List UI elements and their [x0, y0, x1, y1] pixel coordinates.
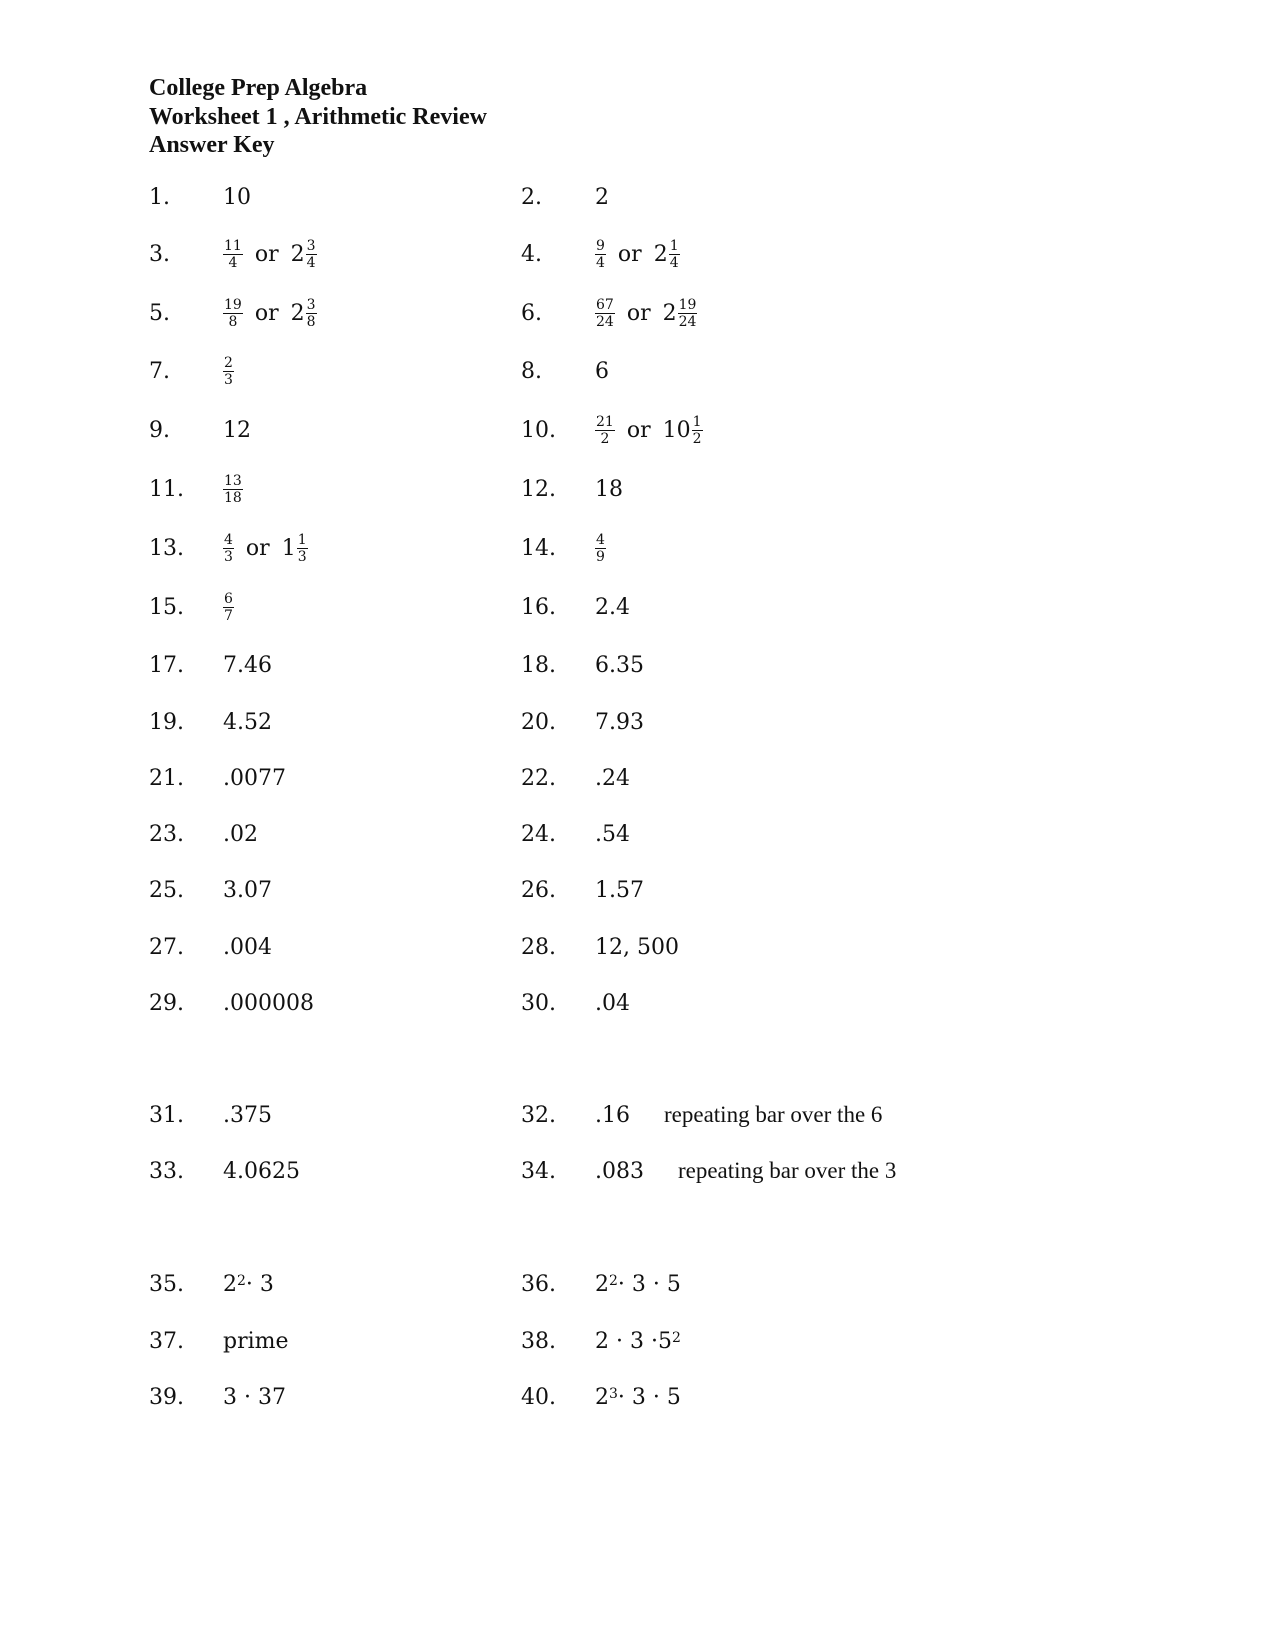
- numerator: 13: [224, 472, 242, 489]
- answer-row: [0, 528, 1275, 568]
- problem-number: 8.: [521, 358, 542, 384]
- answer: [595, 1321, 681, 1361]
- fraction: [595, 415, 615, 446]
- power: [223, 1272, 246, 1297]
- or-text: or: [626, 300, 651, 326]
- answer-note: repeating bar over the 6: [664, 1102, 883, 1127]
- problem-number: 18.: [521, 652, 556, 678]
- numerator: 19: [678, 296, 697, 313]
- answer: [595, 587, 630, 627]
- problem-number: 32.: [521, 1102, 556, 1128]
- answer-row: [0, 758, 1275, 798]
- fraction-stack: [678, 298, 698, 329]
- problem-number: 15.: [149, 594, 184, 620]
- fraction-stack: [692, 415, 703, 446]
- answer-row: [0, 645, 1275, 685]
- fraction-stack: [306, 239, 317, 270]
- answer-row: [0, 702, 1275, 742]
- power-exponent: 2: [609, 1273, 618, 1289]
- answer-text: 4.52: [223, 709, 272, 735]
- problem-number: 23.: [149, 821, 184, 847]
- answer-text: .16: [595, 1102, 630, 1128]
- answer-text: .24: [595, 765, 630, 791]
- answer-text: .54: [595, 821, 630, 847]
- numerator: 21: [596, 413, 614, 430]
- numerator: 2: [224, 354, 233, 371]
- answer-text: .0077: [223, 765, 286, 791]
- answer-text: 7.46: [223, 652, 272, 678]
- problem-number: 33.: [149, 1158, 184, 1184]
- answer-row: [0, 870, 1275, 910]
- answer: [595, 983, 630, 1023]
- power: [595, 1385, 618, 1410]
- problem-number: 35.: [149, 1271, 184, 1297]
- problem-number: 10.: [521, 417, 556, 443]
- problem-number: 6.: [521, 300, 542, 326]
- answer-row: [0, 1264, 1275, 1304]
- problem-number: 37.: [149, 1328, 184, 1354]
- answer-text: 12: [223, 417, 251, 443]
- problem-number: 19.: [149, 709, 184, 735]
- answer-row: [0, 469, 1275, 509]
- problem-number: 39.: [149, 1384, 184, 1410]
- power-base: 5: [657, 1328, 672, 1354]
- fraction: [595, 239, 606, 270]
- problem-number: 9.: [149, 417, 170, 443]
- problem-number: 12.: [521, 476, 556, 502]
- numerator: 1: [297, 531, 307, 548]
- problem-number: 29.: [149, 990, 184, 1016]
- denominator: 3: [224, 371, 233, 388]
- problem-number: 25.: [149, 877, 184, 903]
- answer: [223, 587, 234, 627]
- answer-row: [0, 351, 1275, 391]
- power-base: 2: [223, 1271, 237, 1297]
- fraction-stack: [223, 592, 234, 623]
- power: [595, 1272, 618, 1297]
- numerator: 19: [224, 296, 242, 313]
- fraction-stack: [223, 239, 243, 270]
- answer-row: [0, 814, 1275, 854]
- answer-text: 2: [595, 184, 609, 210]
- denominator: 8: [228, 313, 238, 330]
- answer-row: [0, 410, 1275, 450]
- or-text: or: [254, 241, 279, 267]
- answer: [595, 293, 697, 333]
- numerator: 4: [224, 531, 233, 548]
- mixed-number: [291, 298, 317, 329]
- answer: [595, 410, 703, 450]
- answer: [223, 1264, 274, 1304]
- answer: [595, 758, 630, 798]
- whole-part: 10: [662, 417, 691, 443]
- mixed-number: [654, 239, 680, 270]
- denominator: 2: [692, 430, 702, 447]
- answer: [595, 1151, 896, 1191]
- answer-text: 12, 500: [595, 934, 679, 960]
- answer-text: 3.07: [223, 877, 272, 903]
- denominator: 24: [678, 313, 697, 330]
- answer-text: .083: [595, 1158, 644, 1184]
- power-exponent: 2: [237, 1273, 246, 1289]
- problem-number: 5.: [149, 300, 170, 326]
- answer-text: · 3: [245, 1271, 274, 1297]
- answer: [223, 528, 308, 568]
- answer-row: [0, 1151, 1275, 1191]
- answer: [223, 293, 317, 333]
- numerator: 1: [669, 237, 679, 254]
- course-title: College Prep Algebra: [149, 75, 368, 101]
- answer: [595, 1095, 882, 1135]
- fraction-stack: [223, 533, 234, 564]
- power-base: 2: [595, 1271, 609, 1297]
- mixed-number: [663, 298, 698, 329]
- answer: [595, 177, 609, 217]
- numerator: 67: [596, 296, 614, 313]
- problem-number: 17.: [149, 652, 184, 678]
- or-text: or: [245, 535, 270, 561]
- denominator: 24: [596, 313, 614, 330]
- whole-part: 2: [290, 300, 305, 326]
- answer-text: 6.35: [595, 652, 644, 678]
- answer: [223, 1321, 289, 1361]
- answer-text: · 3 · 5: [617, 1384, 681, 1410]
- power-exponent: 3: [609, 1386, 618, 1402]
- problem-number: 7.: [149, 358, 170, 384]
- answer-text: 7.93: [595, 709, 644, 735]
- answer-text: .004: [223, 934, 272, 960]
- answer-note: repeating bar over the 3: [677, 1158, 897, 1183]
- denominator: 2: [600, 430, 610, 447]
- problem-number: 22.: [521, 765, 556, 791]
- answer: [595, 351, 609, 391]
- answer-text: 4.0625: [223, 1158, 300, 1184]
- worksheet-title: Worksheet 1 , Arithmetic Review: [149, 104, 487, 130]
- answer: [223, 927, 272, 967]
- denominator: 4: [228, 254, 238, 271]
- problem-number: 4.: [521, 241, 542, 267]
- problem-number: 11.: [149, 476, 184, 502]
- answer-row: [0, 983, 1275, 1023]
- answer: [595, 234, 680, 274]
- answer-row: [0, 587, 1275, 627]
- answer-text: .04: [595, 990, 630, 1016]
- answer: [595, 870, 644, 910]
- denominator: 8: [306, 313, 316, 330]
- whole-part: 2: [290, 241, 305, 267]
- fraction-stack: [223, 474, 243, 505]
- answer-text: 3 · 37: [223, 1384, 286, 1410]
- problem-number: 31.: [149, 1102, 184, 1128]
- problem-number: 34.: [521, 1158, 556, 1184]
- problem-number: 26.: [521, 877, 556, 903]
- problem-number: 14.: [521, 535, 556, 561]
- problem-number: 24.: [521, 821, 556, 847]
- denominator: 3: [224, 548, 233, 565]
- problem-number: 3.: [149, 241, 170, 267]
- power: [658, 1329, 681, 1354]
- answer-row: [0, 927, 1275, 967]
- answer: [223, 1151, 300, 1191]
- power-exponent: 2: [671, 1330, 681, 1346]
- fraction: [595, 533, 606, 564]
- problem-number: 16.: [521, 594, 556, 620]
- fraction: [223, 533, 234, 564]
- answer: [223, 758, 286, 798]
- answer-row: [0, 1377, 1275, 1417]
- problem-number: 13.: [149, 535, 184, 561]
- power-base: 2: [595, 1384, 609, 1410]
- fraction-stack: [223, 356, 234, 387]
- answer-text: prime: [223, 1328, 289, 1354]
- answer: [595, 702, 644, 742]
- denominator: 7: [224, 607, 233, 624]
- fraction: [595, 298, 615, 329]
- problem-number: 27.: [149, 934, 184, 960]
- answer-text: 2 · 3 ·: [595, 1328, 658, 1354]
- or-text: or: [617, 241, 642, 267]
- denominator: 18: [224, 489, 242, 506]
- or-text: or: [254, 300, 279, 326]
- mixed-number: [291, 239, 317, 270]
- numerator: 11: [224, 237, 242, 254]
- answer: [223, 983, 314, 1023]
- fraction: [223, 298, 243, 329]
- fraction: [223, 356, 234, 387]
- whole-part: 2: [653, 241, 668, 267]
- answer-text: 6: [595, 358, 609, 384]
- whole-part: 2: [662, 300, 677, 326]
- answer-key-title: Answer Key: [149, 132, 275, 158]
- problem-number: 38.: [521, 1328, 556, 1354]
- answer-text: .000008: [223, 990, 314, 1016]
- answer: [223, 1377, 286, 1417]
- answer: [595, 1377, 681, 1417]
- numerator: 1: [692, 413, 702, 430]
- problem-number: 1.: [149, 184, 170, 210]
- answer-row: [0, 177, 1275, 217]
- answer: [223, 702, 272, 742]
- mixed-number: [663, 415, 703, 446]
- answer-row: [0, 234, 1275, 274]
- problem-number: 2.: [521, 184, 542, 210]
- problem-number: 21.: [149, 765, 184, 791]
- fraction-stack: [595, 298, 615, 329]
- fraction-stack: [595, 533, 606, 564]
- fraction-stack: [595, 239, 606, 270]
- answer-text: 10: [223, 184, 251, 210]
- answer: [223, 469, 243, 509]
- answer-text: 1.57: [595, 877, 644, 903]
- answer: [223, 870, 272, 910]
- problem-number: 36.: [521, 1271, 556, 1297]
- fraction-stack: [297, 533, 308, 564]
- answer: [595, 814, 630, 854]
- answer: [595, 927, 679, 967]
- fraction: [223, 592, 234, 623]
- answer: [223, 177, 251, 217]
- answer: [595, 469, 623, 509]
- answer: [223, 351, 234, 391]
- denominator: 9: [596, 548, 605, 565]
- answer: [595, 645, 644, 685]
- problem-number: 28.: [521, 934, 556, 960]
- numerator: 4: [596, 531, 605, 548]
- or-text: or: [626, 417, 651, 443]
- mixed-number: [282, 533, 308, 564]
- fraction-stack: [223, 298, 243, 329]
- answer-text: .02: [223, 821, 258, 847]
- answer: [223, 410, 251, 450]
- numerator: 6: [224, 590, 233, 607]
- whole-part: 1: [281, 535, 296, 561]
- answer: [595, 1264, 681, 1304]
- fraction-stack: [595, 415, 615, 446]
- fraction-stack: [306, 298, 317, 329]
- answer-text: 18: [595, 476, 623, 502]
- answer-row: [0, 1321, 1275, 1361]
- fraction: [223, 474, 243, 505]
- answer: [223, 645, 272, 685]
- problem-number: 30.: [521, 990, 556, 1016]
- answer-text: .375: [223, 1102, 272, 1128]
- answer: [595, 528, 606, 568]
- fraction: [223, 239, 243, 270]
- problem-number: 20.: [521, 709, 556, 735]
- numerator: 3: [306, 237, 316, 254]
- denominator: 3: [297, 548, 307, 565]
- answer-row: [0, 293, 1275, 333]
- answer-row: [0, 1095, 1275, 1135]
- denominator: 4: [596, 254, 605, 271]
- numerator: 9: [596, 237, 605, 254]
- answer-text: 2.4: [595, 594, 630, 620]
- answer: [223, 814, 258, 854]
- answer: [223, 234, 317, 274]
- denominator: 4: [669, 254, 679, 271]
- problem-number: 40.: [521, 1384, 556, 1410]
- denominator: 4: [306, 254, 316, 271]
- fraction-stack: [669, 239, 680, 270]
- numerator: 3: [306, 296, 316, 313]
- answer: [223, 1095, 272, 1135]
- answer-text: · 3 · 5: [617, 1271, 681, 1297]
